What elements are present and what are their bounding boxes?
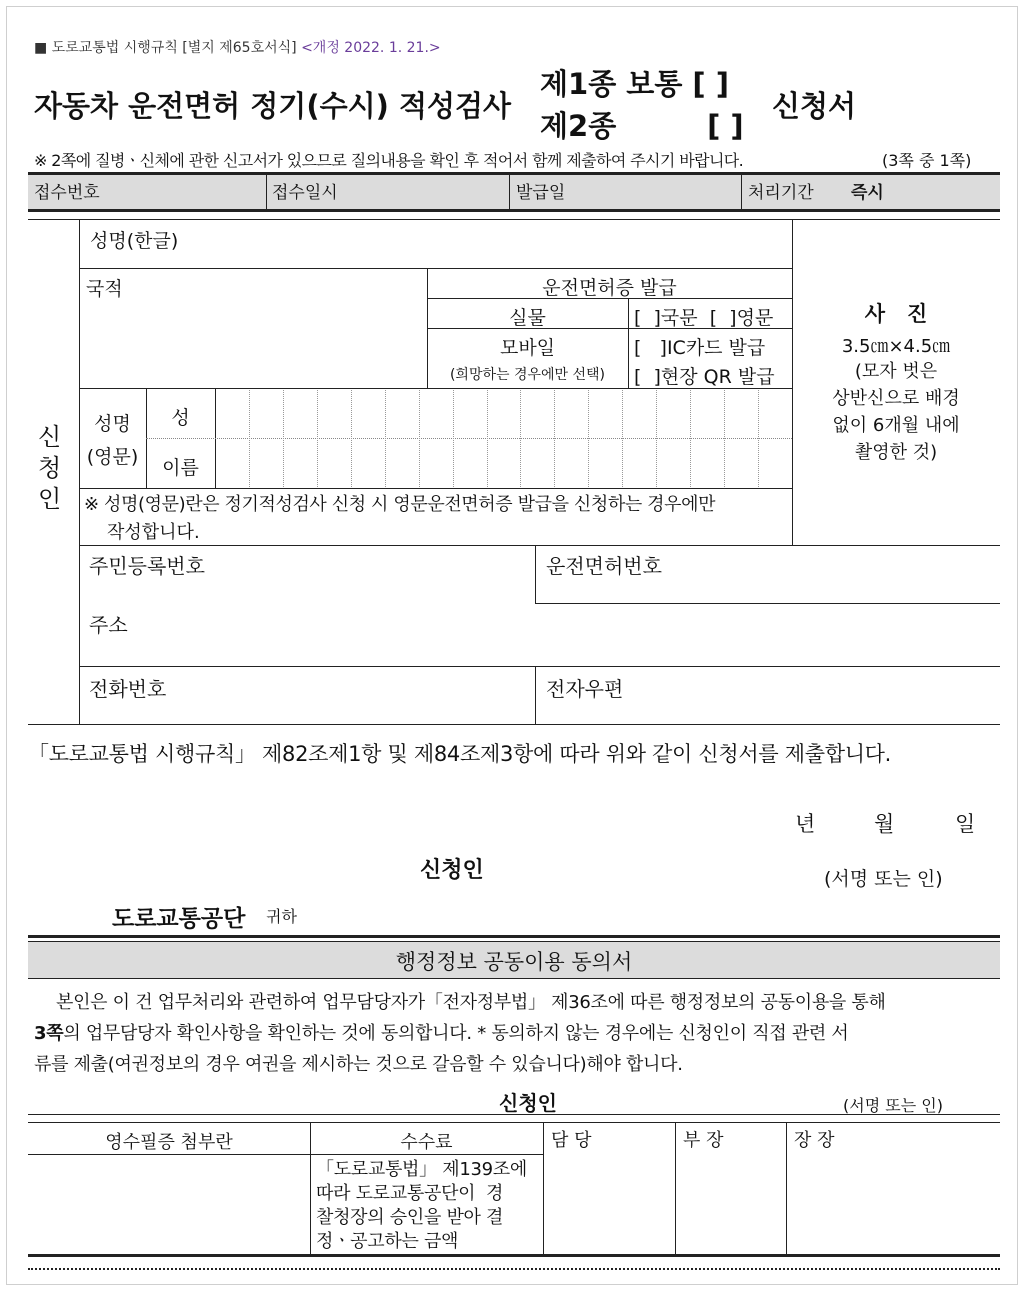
processing-period-value: 즉시 xyxy=(851,183,884,203)
divider xyxy=(28,172,1000,175)
director-label: 장 장 xyxy=(794,1130,835,1151)
nationality-label: 국적 xyxy=(86,278,123,300)
english-name-grid[interactable] xyxy=(216,389,791,487)
photo-area[interactable] xyxy=(796,224,996,540)
divider xyxy=(535,603,1000,604)
name-korean-input[interactable] xyxy=(240,224,780,264)
physical-label: 실물 xyxy=(509,307,546,329)
license-issue-header: 운전면허증 발급 xyxy=(542,277,677,299)
grid-line xyxy=(724,390,725,487)
english-note-line1: ※ 성명(영문)란은 정기적성검사 신청 시 영문운전면허증 발급을 신청하는 경우에만 xyxy=(84,494,716,515)
consent-title: 행정정보 공동이용 동의서 xyxy=(395,950,633,974)
address-input[interactable] xyxy=(89,636,989,662)
grid-line xyxy=(317,390,318,487)
divider xyxy=(28,1122,1000,1123)
divider xyxy=(28,978,1000,979)
divider xyxy=(28,724,1000,725)
divider xyxy=(28,209,1000,212)
divider xyxy=(509,175,510,210)
name-korean-label: 성명(한글) xyxy=(90,230,179,252)
form-reference: ■ 도로교통법 시행규칙 [별지 제65호서식] <개정 2022. 1. 21.> xyxy=(34,40,441,56)
grid-line xyxy=(656,390,657,487)
license-no-label: 운전면허번호 xyxy=(546,554,662,578)
applicant-sign-label: 신청인 xyxy=(420,858,484,883)
divider xyxy=(675,1122,676,1256)
consent-sign-note: (서명 또는 인) xyxy=(843,1096,943,1115)
day-label: 일 xyxy=(955,812,976,836)
manager-label: 부 장 xyxy=(683,1130,724,1151)
grid-line xyxy=(419,390,420,487)
divider xyxy=(79,268,792,269)
receipt-date-label: 접수일시 xyxy=(272,183,338,203)
resident-no-input[interactable] xyxy=(89,578,529,602)
page-info: (3쪽 중 1쪽) xyxy=(882,151,972,170)
email-input[interactable] xyxy=(546,698,986,722)
form-title-suffix: 신청서 xyxy=(772,89,857,123)
grid-line xyxy=(588,390,589,487)
consent-line2-bold: 3쪽 xyxy=(34,1023,64,1044)
recipient-label: 도로교통공단 xyxy=(112,906,246,932)
grid-line xyxy=(554,390,555,487)
form-title: 자동차 운전면허 정기(수시) 적성검사 xyxy=(34,89,512,123)
notice-text: ※ 2쪽에 질병ㆍ신체에 관한 신고서가 있으므로 질의내용을 확인 후 적어서 함께 제출하여 주시기 바랍니다. xyxy=(34,151,744,170)
license-no-input[interactable] xyxy=(546,578,986,600)
divider xyxy=(28,1254,1000,1257)
phone-label: 전화번호 xyxy=(89,677,167,701)
divider xyxy=(79,666,1000,667)
divider xyxy=(535,545,536,603)
month-label: 월 xyxy=(874,812,895,836)
physical-language-options[interactable]: [ ]국문 [ ]영문 xyxy=(634,307,774,329)
receipt-attach-label: 영수필증 첨부란 xyxy=(105,1132,233,1153)
resident-no-label: 주민등록번호 xyxy=(89,554,205,578)
grid-line xyxy=(520,390,521,487)
divider xyxy=(28,935,1000,938)
grid-line xyxy=(249,390,250,487)
fee-description: 「도로교통법」 제139조에 따라 도로교통공단이 경 찰청장의 승인을 받아 결 정ㆍ공고하는 금액 xyxy=(316,1159,527,1252)
divider xyxy=(786,1122,787,1256)
consent-applicant-label: 신청인 xyxy=(499,1091,557,1115)
qr-option[interactable]: [ ]현장 QR 발급 xyxy=(634,366,775,388)
applicant-signature-field[interactable] xyxy=(500,852,800,882)
divider xyxy=(535,666,536,724)
divider xyxy=(28,941,1000,942)
grid-line xyxy=(758,390,759,487)
surname-label: 성 xyxy=(171,407,190,429)
divider xyxy=(79,545,1000,546)
divider xyxy=(628,298,629,388)
consent-line1: 본인은 이 건 업무처리와 관련하여 업무담당자가「전자정부법」 제36조에 따른 행정정보의 공동이용을 통해 xyxy=(56,992,886,1013)
phone-input[interactable] xyxy=(89,698,529,722)
grid-line xyxy=(690,390,691,487)
grid-line xyxy=(351,390,352,487)
photo-note: (모자 벗은 상반신으로 배경 없이 6개월 내에 촬영한 것) xyxy=(832,361,960,463)
photo-size: 3.5㎝×4.5㎝ xyxy=(841,336,951,357)
divider xyxy=(266,175,267,210)
divider xyxy=(28,219,1000,220)
english-note-line2: 작성합니다. xyxy=(107,522,200,543)
divider xyxy=(79,488,792,489)
divider xyxy=(28,1114,1000,1115)
class2-option[interactable]: 제2종 [ ] xyxy=(540,109,744,143)
divider xyxy=(28,1154,543,1155)
grid-line xyxy=(622,390,623,487)
consent-line3: 류를 제출(여권정보의 경우 여권을 제시하는 것으로 갈음할 수 있습니다)해야 합니다. xyxy=(34,1054,683,1075)
ic-card-option[interactable]: [ ]IC카드 발급 xyxy=(634,337,766,359)
receipt-attach-area[interactable] xyxy=(32,1158,306,1252)
given-name-label: 이름 xyxy=(162,457,199,479)
applicant-section-label: 신 청 인 xyxy=(38,423,62,513)
grid-line xyxy=(487,390,488,487)
cut-line xyxy=(28,1268,1000,1270)
declaration-statement: 「도로교통법 시행규칙」 제82조제1항 및 제84조제3항에 따라 위와 같이 신청서를 제출합니다. xyxy=(28,742,892,766)
issue-date-label: 발급일 xyxy=(516,183,566,203)
divider xyxy=(543,1122,544,1256)
receipt-no-label: 접수번호 xyxy=(34,183,100,203)
mobile-note: (희망하는 경우에만 선택) xyxy=(449,367,606,383)
class1-option[interactable]: 제1종 보통 [ ] xyxy=(540,67,730,101)
name-english-label: 성명 (영문) xyxy=(86,413,139,468)
mobile-label: 모바일 xyxy=(499,337,556,359)
consent-line2 xyxy=(34,1019,849,1045)
email-label: 전자우편 xyxy=(546,677,624,701)
divider xyxy=(741,175,742,210)
photo-title: 사 진 xyxy=(864,302,928,326)
revision-date: <개정 2022. 1. 21.> xyxy=(301,40,441,56)
year-label: 년 xyxy=(795,812,816,836)
sign-note: (서명 또는 인) xyxy=(824,868,943,890)
fee-label: 수수료 xyxy=(400,1132,453,1153)
recipient-suffix: 귀하 xyxy=(266,907,297,926)
grid-line xyxy=(453,390,454,487)
consent-line2-rest: 의 업무담당자 확인사항을 확인하는 것에 동의합니다. * 동의하지 않는 경우에는 신청인이 직접 관련 서 xyxy=(63,1023,849,1044)
processing-period-label: 처리기간 xyxy=(748,183,814,203)
officer-label: 담 당 xyxy=(551,1130,592,1151)
consent-signature-field[interactable] xyxy=(580,1086,820,1114)
address-label: 주소 xyxy=(89,613,128,637)
nationality-input[interactable] xyxy=(86,302,421,382)
grid-line xyxy=(283,390,284,487)
grid-line xyxy=(385,390,386,487)
